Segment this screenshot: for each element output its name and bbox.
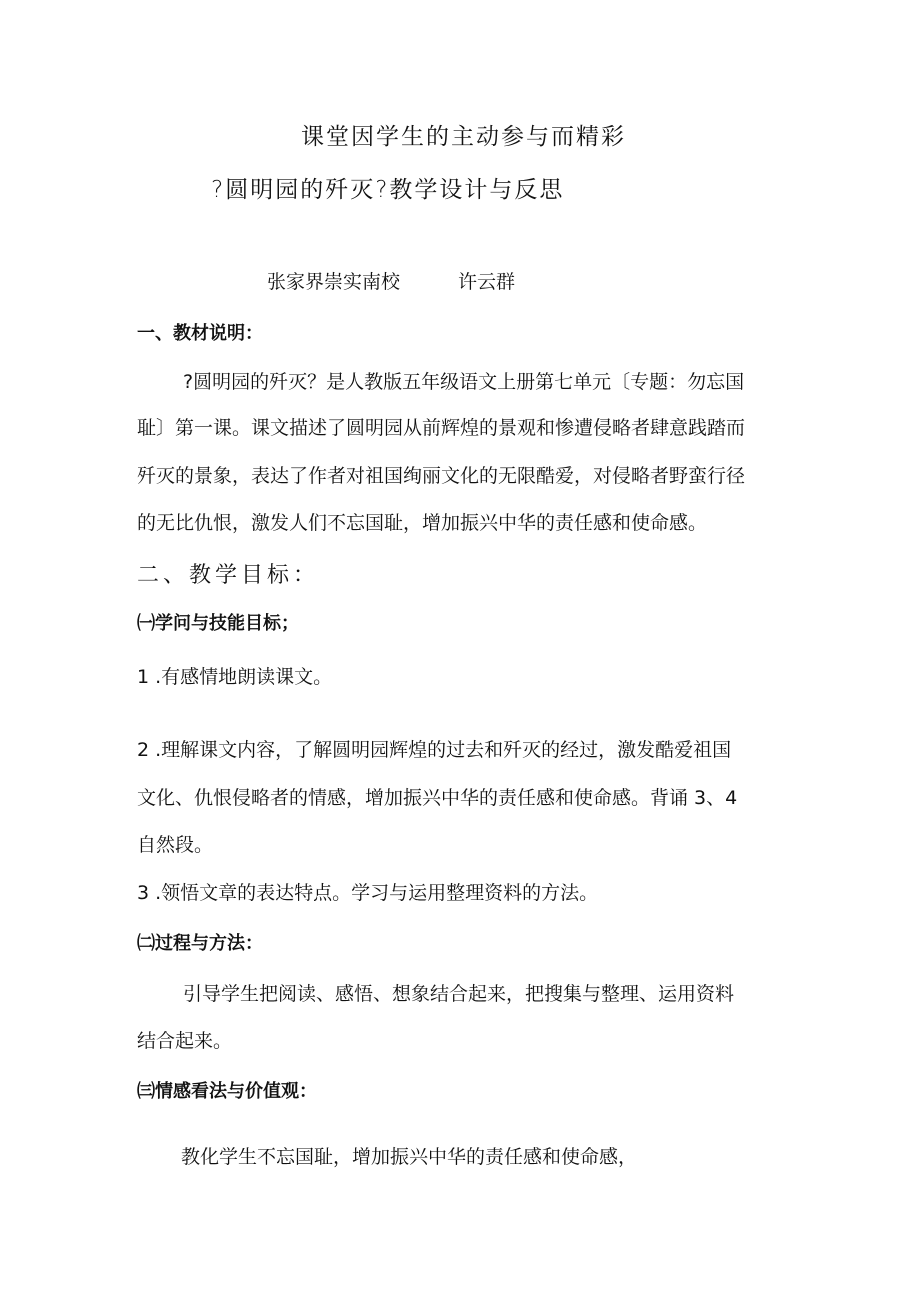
author-line <box>267 271 515 294</box>
objective-item-1: 1 .有感情地朗读课文。 <box>137 666 333 688</box>
subsection-heading-process: ㈡过程与方法： <box>137 933 263 954</box>
objective-item-2-line: 2 .理解课文内容，了解圆明园辉煌的过去和歼灭的经过，激发酷爱祖国 <box>137 739 732 761</box>
subsection-heading-values: ㈢情感看法与价值观： <box>137 1081 317 1102</box>
paragraph-line: 的无比仇恨，激发人们不忘国耻，增加振兴中华的责任感和使命感。 <box>137 512 708 534</box>
paragraph-line: 引导学生把阅读、感悟、想象结合起来，把搜集与整理、运用资料 <box>183 983 735 1005</box>
paragraph-line: 结合起来。 <box>137 1030 233 1052</box>
author-name: 许云群 <box>458 271 516 293</box>
page-title: 课堂因学生的主动参与而精彩 <box>301 124 626 150</box>
subsection-heading-knowledge: ㈠学问与技能目标； <box>137 613 299 634</box>
paragraph-line: ?圆明园的歼灭？是人教版五年级语文上册第七单元〔专题：勿忘国 <box>183 371 745 393</box>
paragraph-line: 教化学生不忘国耻，增加振兴中华的责任感和使命感， <box>181 1146 638 1168</box>
section-heading-materials: 一、教材说明： <box>137 323 263 344</box>
paragraph-line: 耻〕第一课。课文描述了圆明园从前辉煌的景观和惨遭侵略者肆意践踏而 <box>137 417 746 439</box>
objective-item-2-line: 文化、仇恨侵略者的情感，增加振兴中华的责任感和使命感。背诵 3、4 <box>137 787 738 809</box>
paragraph-line: 歼灭的景象，表达了作者对祖国绚丽文化的无限酷爱，对侵略者野蛮行径 <box>137 465 746 487</box>
objective-item-3: 3 .领悟文章的表达特点。学习与运用整理资料的方法。 <box>137 882 599 904</box>
objective-item-2-line: 自然段。 <box>137 834 214 856</box>
page-subtitle: ?圆明园的歼灭?教学设计与反思 <box>211 177 565 203</box>
author-school: 张家界崇实南校 <box>267 271 401 293</box>
section-heading-objectives: 二、教学目标： <box>137 563 320 588</box>
